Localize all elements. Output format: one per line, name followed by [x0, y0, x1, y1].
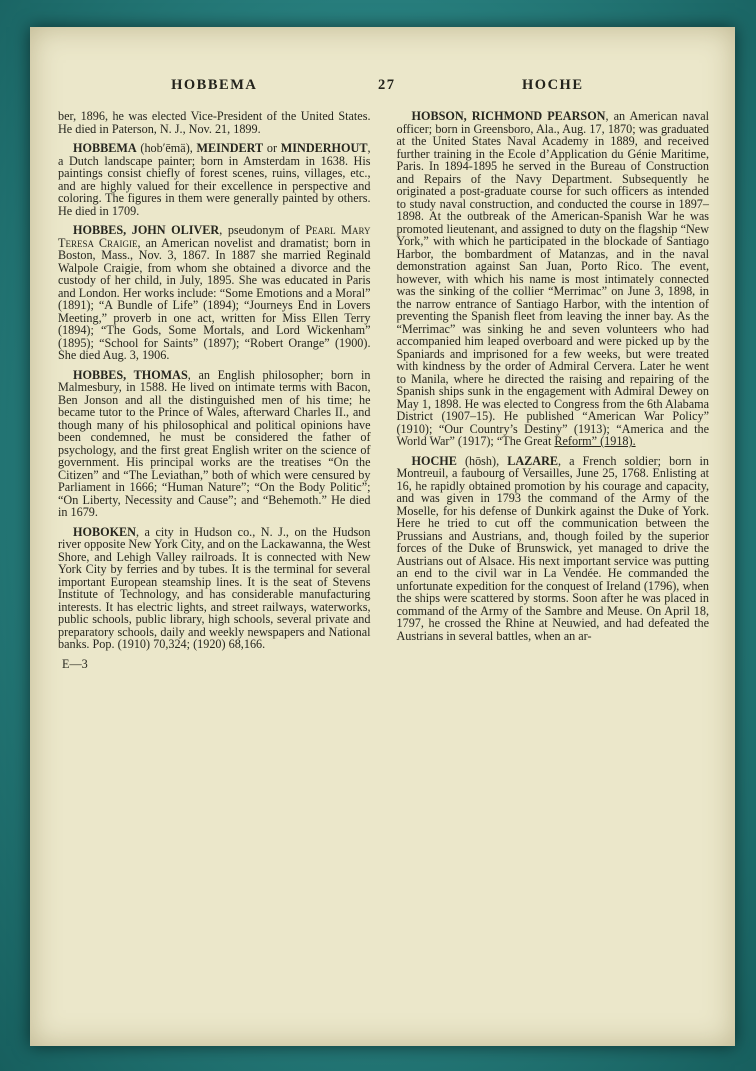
text-segment: HOBSON, RICHMOND PEARSON — [411, 109, 606, 123]
text-segment: ber, 1896, he was elected Vice-President of the United States. He died in Paterson, N. J., Nov. 21, 1899. — [58, 109, 371, 136]
text-segment: HOBBEMA — [73, 141, 137, 155]
book-page — [30, 27, 735, 1046]
text-segment: HOBBES, THOMAS — [73, 367, 188, 382]
text-segment: , an American naval officer; born in Greensboro, Ala., Aug. 17, 1870; was graduated at the United States Naval Academy in 1889, and received further training in the Ecole d’Application du Génie Maritime, Paris. In 1894-1895 he served in the Bureau of Construction and Repairs of the Navy Department. Subsequently he originated a post-graduate course for such officers as intended to study naval construction, and conducted the course in 1897–1898. At the outbreak of the American-Spanish War he was promoted lieutenant, and assigned to duty on the flagship “New York,” with which he participated in the blockade of Santiago Harbor, the bombardment of Matanzas, and in the naval demonstration against San Juan, Porto Rico. The event, however, with which his name is most intimately connected was the sinking of the collier “Merrimac” on June 3, 1898, in the narrow entrance of Santiago Harbor, with the intention of preventing the Spanish fleet from leaving the inner bay. As the “Merrimac” was sinking he and seven volunteers who had accompanied him leaped overboard and were picked up by the Spaniards and imprisoned for a few weeks, but were treated with kindness by the order of Admiral Cervera. Later he went to Manila, where he directed the raising and repairing of the Spanish ships sunk in the engagement with Admiral Dewey on May 1, 1898. He was elected to Congress from the 6th Alabama District (1907–15). He published “American War Policy” (1910); “Our Country’s Destiny” (1913); “America and the World War” (1917); “The Great — [396, 109, 709, 448]
page-number: 27 — [378, 77, 396, 93]
text-segment: , a French soldier; born in Montreuil, a faubourg of Versailles, June 25, 1768. Enlisting at 16, he rapidly obtained promotion by his courage and capacity, and was given in 1793 the command of the Army of the Moselle, for his defense of Dunkirk against the Duke of York. Here he tried to cut off the communication between the Prussians and Austrians, and, though foiled by the superior forces of the Duke of Brunswick, yet managed to drive the Austrians out of Alsace. His next important service was putting an end to the civil war in La Vendée. He commanded the unfortunate expedition for the conquest of Ireland (1796), when the ships were scattered by storms. Soon after he was placed in command of the Army of the Sambre and Meuse. On April 18, 1797, he crossed the Rhine at Neuwied, and had defeated the Austrians in several battles, when an ar- — [396, 453, 709, 643]
text-segment: , an American novelist and dramatist; born in Boston, Mass., Nov. 3, 1867. In 1887 she married Reginald Walpole Craigie, from whom she obtained a divorce and the custody of her child, in July, 1895. She was educated in Paris and London. Her works include: “Some Emotions and a Moral” (1891); “A Bundle of Life” (1894); “Journeys End in Lovers Meeting,” proverb in one act, written for Miss Ellen Terry (1894); “The Gods, Some Mortals, and Lord Wickenham” (1895); “School for Saints” (1897); “Robert Orange” (1900). She died Aug. 3, 1906. — [58, 235, 371, 362]
right-column — [397, 110, 710, 670]
running-head — [58, 77, 709, 95]
entry-hobson — [397, 110, 710, 448]
entry-hobbes-thomas — [58, 369, 371, 519]
entry-hobbema — [58, 142, 371, 217]
text-segment: HOCHE — [411, 453, 457, 468]
running-head-left: HOBBEMA — [171, 77, 258, 93]
entry-hoboken — [58, 526, 371, 651]
entry-hobbes-john-oliver — [58, 224, 371, 362]
text-segment: , an English philosopher; born in Malmesbury, in 1588. He lived on intimate terms with Bacon, Ben Jonson and all the distinguished men of his time; he became tutor to the Prince of Wales, afterward Charles II., and though many of his philosophical and political opinions have been condemned, he must be considered the father of psychology, and the first great English writer on the science of government. His principal works are the treatises “On the Citizen” and “The Leviathan,” both of which were censured by Parliament in 1666; “Human Nature”; “On the Body Politic”; “On Liberty, Necessity and Cause”; and “Behemoth.” He died in 1679. — [58, 367, 371, 519]
text-segment: E—3 — [62, 656, 88, 671]
text-segment: HOBOKEN — [73, 524, 136, 539]
text-segment: or — [263, 141, 281, 155]
text-segment: MINDERHOUT — [280, 141, 368, 155]
text-segment: (hōsh), — [456, 453, 508, 468]
text-segment: HOBBES, JOHN OLIVER — [73, 223, 220, 237]
text-columns — [58, 110, 709, 670]
left-column — [58, 110, 371, 670]
text-segment: MEINDERT — [196, 141, 264, 155]
entry-hoche — [397, 455, 710, 643]
printer-signature — [58, 658, 371, 671]
text-segment: , pseudonym of — [219, 223, 306, 237]
running-head-right: HOCHE — [522, 77, 584, 93]
text-segment: (hob′ēmä), — [136, 141, 197, 155]
continuation-paragraph — [58, 110, 371, 135]
text-segment: LAZARE — [507, 453, 558, 468]
text-segment: , a Dutch landscape painter; born in Amsterdam in 1638. His paintings consist chiefly of forest scenes, ruins, villages, etc., and are highly valued for their excellence in perspective and coloring. The figures in them were generally painted by others. He died in 1709. — [58, 141, 371, 218]
text-segment: , a city in Hudson co., N. J., on the Hudson river opposite New York City, and on the Lackawanna, the West Shore, and Lehigh Valley railroads. It is connected with New York City by ferries and by tubes. It is the terminal for several important European steamship lines. It is the seat of Stevens Institute of Technology, and has considerable manufacturing interests. It has electric lights, and street railways, waterworks, public schools, public library, high schools, several private and preparatory schools, daily and weekly newspapers and National banks. Pop. (1910) 70,324; (1920) 68,166. — [58, 524, 371, 651]
text-segment: Reform” (1918). — [554, 434, 636, 448]
text-segment: Pearl Mary Teresa Craigie — [58, 223, 371, 250]
